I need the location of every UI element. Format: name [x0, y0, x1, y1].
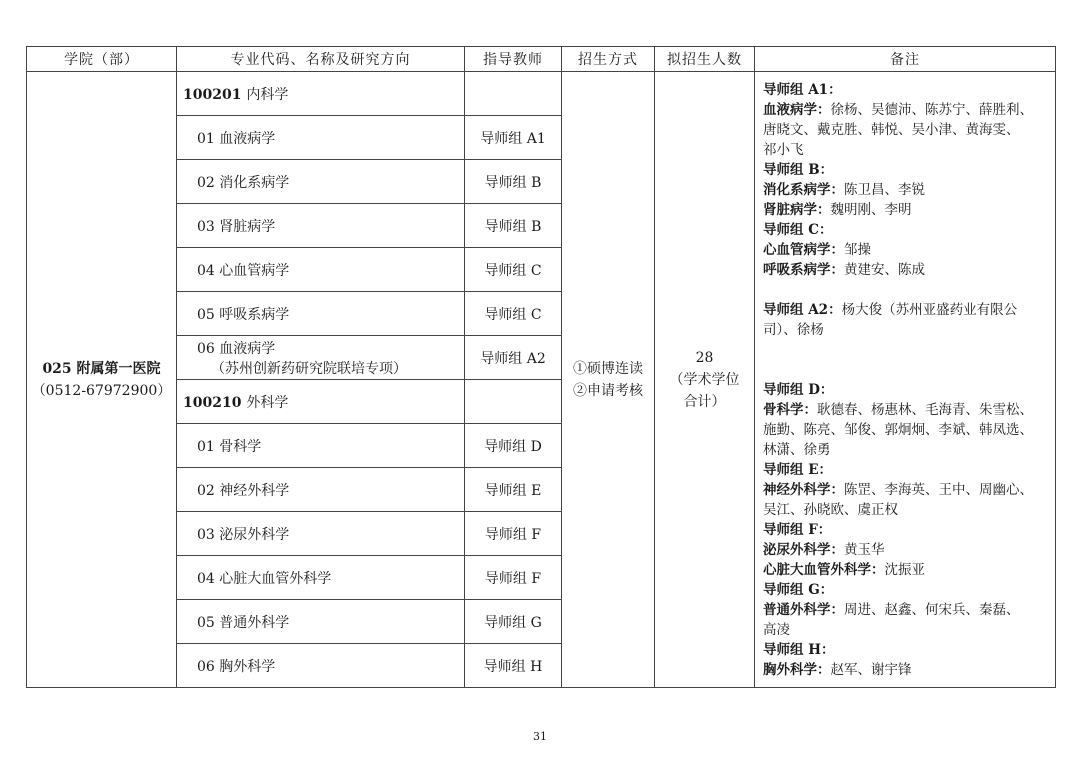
direction-cell: 05 普通外科学: [177, 600, 465, 644]
page-number: 31: [533, 730, 547, 743]
major-name: 内科学: [246, 86, 289, 103]
count-note-2: 合计）: [683, 393, 726, 410]
advisor-cell: 导师组 F: [465, 556, 562, 600]
direction-cell: 04 心血管病学: [177, 248, 465, 292]
advisor-cell: 导师组 B: [465, 160, 562, 204]
advisor-cell: 导师组 A2: [465, 336, 562, 380]
header-remark: 备注: [755, 47, 1056, 72]
remark-g-text: 高凌: [763, 621, 790, 638]
advisor-cell: 导师组 E: [465, 468, 562, 512]
advisor-cell: 导师组 D: [465, 424, 562, 468]
mode-cell: [562, 72, 655, 688]
advisor-cell: 导师组 H: [465, 644, 562, 688]
header-row: [27, 47, 1056, 72]
advisor-cell: 导师组 C: [465, 292, 562, 336]
remark-b-text: 陈卫昌、李锐: [844, 181, 925, 198]
remark-a2-text: 司）、徐杨: [763, 321, 824, 338]
remark-e-text: 陈罡、李海英、王中、周幽心、: [844, 481, 1033, 498]
advisor-cell: [465, 380, 562, 424]
direction-cell: 05 呼吸系病学: [177, 292, 465, 336]
dept-phone: （0512-67972900）: [31, 382, 172, 399]
advisor-cell: 导师组 F: [465, 512, 562, 556]
major-name: 外科学: [246, 394, 289, 411]
remark-a1-text: 唐晓文、戴克胜、韩悦、吴小津、黄海雯、: [763, 121, 1020, 138]
direction-cell: 06 胸外科学: [177, 644, 465, 688]
remark-h-label: 胸外科学：: [763, 661, 831, 678]
dept-cell: [27, 72, 177, 688]
direction-cell: 03 肾脏病学: [177, 204, 465, 248]
remark-f-label: 心脏大血管外科学：: [763, 561, 885, 578]
mode-line2: ②申请考核: [573, 382, 643, 399]
remark-a1-text: 祁小飞: [763, 141, 804, 158]
remark-b-label: 肾脏病学：: [763, 201, 831, 218]
major-code: 100201: [183, 86, 242, 103]
direction-name: 06 血液病学: [197, 340, 276, 357]
count-number: 28: [695, 349, 714, 366]
major-code: 100210: [183, 394, 242, 411]
remark-group-d-title: 导师组 D：: [763, 381, 834, 398]
remark-group-a1-title: 导师组 A1：: [763, 81, 842, 98]
direction-note: （苏州创新药研究院联培专项）: [211, 360, 407, 377]
direction-cell: 01 血液病学: [177, 116, 465, 160]
advisor-cell: 导师组 G: [465, 600, 562, 644]
remark-g-text: 周进、赵鑫、何宋兵、秦磊、: [844, 601, 1020, 618]
enrollment-table: [26, 46, 1056, 688]
remark-c-label: 心血管病学：: [763, 241, 844, 258]
dept-name: 025 附属第一医院: [42, 360, 161, 377]
direction-cell: 02 消化系病学: [177, 160, 465, 204]
remark-d-text: 林潇、徐勇: [763, 441, 831, 458]
remark-c-text: 黄建安、陈成: [844, 261, 925, 278]
remark-d-text: 耿德春、杨惠林、毛海青、朱雪松、: [817, 401, 1033, 418]
mode-line1: ①硕博连读: [573, 360, 643, 377]
remark-c-label: 呼吸系病学：: [763, 261, 844, 278]
header-count: 拟招生人数: [655, 47, 755, 72]
major-heading: [177, 72, 465, 116]
major-heading: [177, 380, 465, 424]
remark-group-g-title: 导师组 G：: [763, 581, 834, 598]
remark-c-text: 邹操: [844, 241, 871, 258]
count-note-1: （学术学位: [669, 371, 740, 388]
remark-f-text: 黄玉华: [844, 541, 885, 558]
remark-spacer: [763, 340, 1049, 360]
header-major: 专业代码、名称及研究方向: [177, 47, 465, 72]
remark-d-text: 施勤、陈亮、邹俊、郭炯炯、李斌、韩凤选、: [763, 421, 1033, 438]
advisor-cell: 导师组 A1: [465, 116, 562, 160]
remark-f-label: 泌尿外科学：: [763, 541, 844, 558]
remark-e-label: 神经外科学：: [763, 481, 844, 498]
direction-cell: 03 泌尿外科学: [177, 512, 465, 556]
header-advisor: 指导教师: [465, 47, 562, 72]
remark-group-e-title: 导师组 E：: [763, 461, 832, 478]
advisor-cell: [465, 72, 562, 116]
remark-b-label: 消化系病学：: [763, 181, 844, 198]
header-dept: 学院（部）: [27, 47, 177, 72]
header-mode: 招生方式: [562, 47, 655, 72]
remark-group-f-title: 导师组 F：: [763, 521, 832, 538]
direction-cell: 04 心脏大血管外科学: [177, 556, 465, 600]
remark-group-h-title: 导师组 H：: [763, 641, 835, 658]
remark-cell: [755, 72, 1056, 688]
remark-group-a2-title: 导师组 A2：: [763, 301, 842, 318]
remark-f-text: 沈振亚: [884, 561, 925, 578]
remark-h-text: 赵军、谢宇锋: [830, 661, 912, 678]
remark-g-label: 普通外科学：: [763, 601, 844, 618]
remark-e-text: 吴江、孙晓欧、虞正权: [763, 501, 898, 518]
remark-group-c-title: 导师组 C：: [763, 221, 833, 238]
direction-cell: 02 神经外科学: [177, 468, 465, 512]
advisor-cell: 导师组 C: [465, 248, 562, 292]
direction-cell: 01 骨科学: [177, 424, 465, 468]
remark-d-label: 骨科学：: [763, 401, 817, 418]
remark-spacer: [763, 280, 1049, 300]
remark-a2-text: 杨大俊（苏州亚盛药业有限公: [841, 301, 1018, 318]
table-row: [27, 72, 1056, 116]
direction-cell: [177, 336, 465, 380]
remark-spacer: [763, 360, 1049, 380]
remark-a1-text: 徐杨、吴德沛、陈苏宁、薛胜利、: [830, 101, 1033, 118]
remark-b-text: 魏明刚、李明: [830, 201, 912, 218]
remark-a1-label: 血液病学：: [763, 101, 831, 118]
advisor-cell: 导师组 B: [465, 204, 562, 248]
count-cell: [655, 72, 755, 688]
remark-group-b-title: 导师组 B：: [763, 161, 834, 178]
